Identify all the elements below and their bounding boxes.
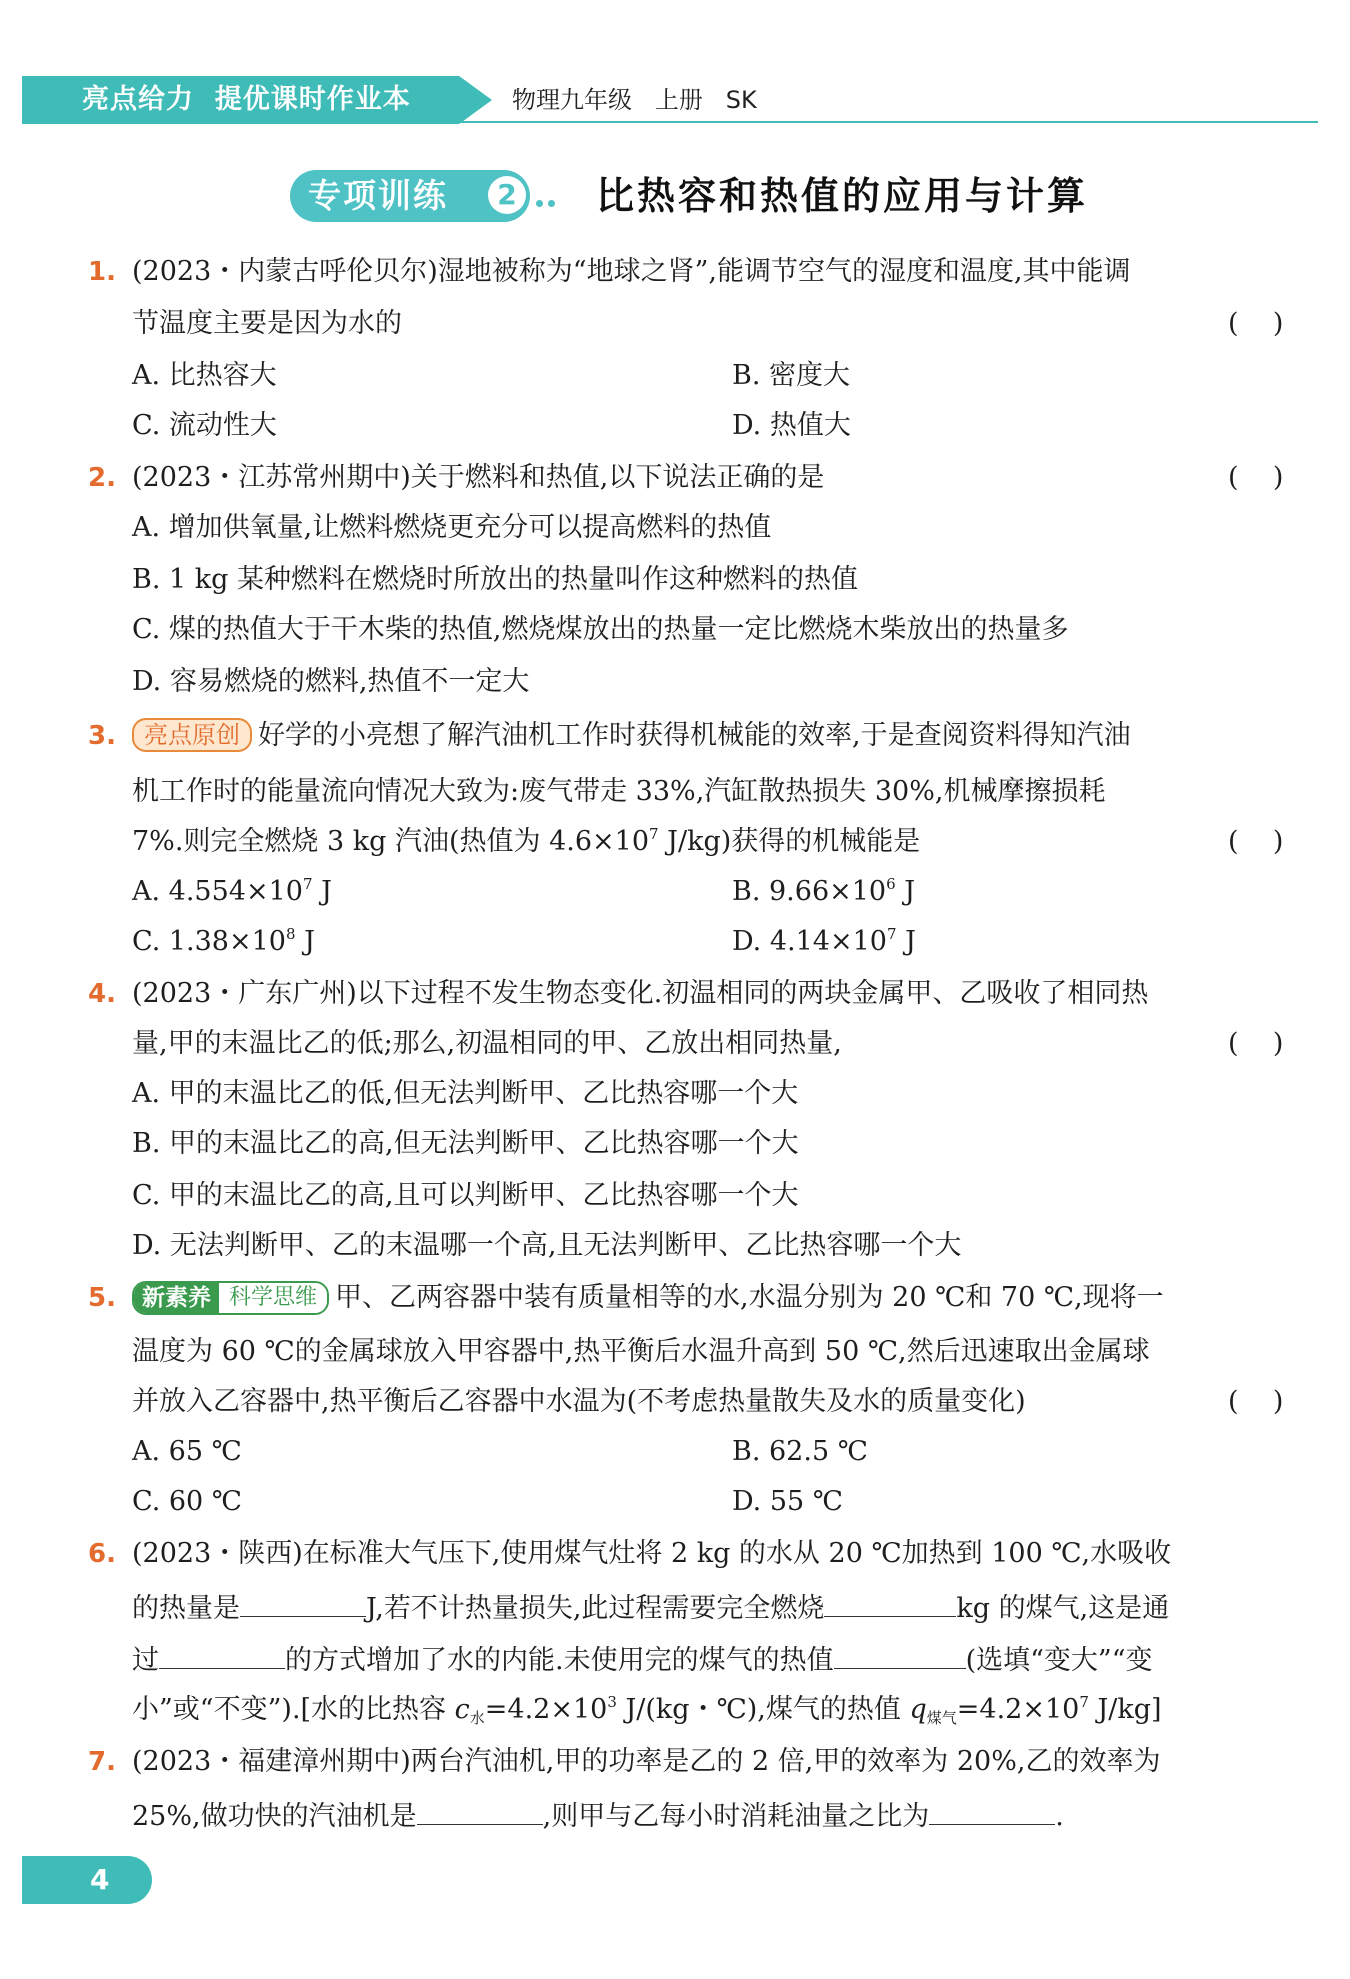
option-c: C. 甲的末温比乙的高,且可以判断甲、乙比热容哪一个大 xyxy=(132,1180,799,1211)
title-dots-decoration xyxy=(536,192,560,211)
question-1-line-2: 节温度主要是因为水的 xyxy=(132,308,402,339)
option-b: B. $9.66\times 10^6$ J xyxy=(732,875,916,907)
question-2-line-1: (2023・江苏常州期中)关于燃料和热值,以下说法正确的是 xyxy=(132,462,825,493)
question-1-line-1: (2023・内蒙古呼伦贝尔)湿地被称为“地球之肾”,能调节空气的湿度和温度,其中能调 xyxy=(132,256,1131,287)
question-5-line-1: 新素养 科学思维 甲、乙两容器中装有质量相等的水,水温分别为 20 ℃和 70 ℃,现将一 xyxy=(132,1280,1164,1316)
question-4-line-2: 量,甲的末温比乙的低;那么,初温相同的甲、乙放出相同热量, xyxy=(132,1028,842,1059)
title-section-label: 专项训练 xyxy=(308,176,448,215)
option-a: A. 65 ℃ xyxy=(132,1436,242,1467)
option-c: C. 煤的热值大于干木柴的热值,燃烧煤放出的热量一定比燃烧木柴放出的热量多 xyxy=(132,614,1069,645)
header-rule xyxy=(22,121,1318,123)
header-series-title: 亮点给力 提优课时作业本 xyxy=(82,84,411,115)
question-5-line-2: 温度为 60 ℃的金属球放入甲容器中,热平衡后水温升高到 50 ℃,然后迅速取出金属球 xyxy=(132,1336,1150,1367)
question-7-line-2: 25%,做功快的汽油机是 ,则甲与乙每小时消耗油量之比为 . xyxy=(132,1796,1064,1835)
option-d: D. 55 ℃ xyxy=(732,1486,843,1517)
original-badge: 亮点原创 xyxy=(132,718,252,752)
fill-blank[interactable] xyxy=(159,1640,285,1669)
fill-blank[interactable] xyxy=(929,1796,1055,1825)
option-d: D. 热值大 xyxy=(732,410,851,441)
answer-parentheses: ( ) xyxy=(1228,308,1284,339)
question-3-line-3: 7%.则完全燃烧 3 kg 汽油(热值为 $4.6\times 10^7$ J/kg)获得的机械能是 xyxy=(132,825,921,857)
answer-parentheses: ( ) xyxy=(1228,1028,1284,1059)
literacy-badge: 新素养 科学思维 xyxy=(132,1281,329,1315)
answer-parentheses: ( ) xyxy=(1228,826,1284,857)
fill-blank[interactable] xyxy=(834,1640,966,1669)
question-6-line-4: 小”或“不变”).[水的比热容 $c_水=4.2\times 10^3$ J/(kg・℃),煤气的热值 $q_{煤气}=4.2\times 10^7$ J/kg] xyxy=(132,1693,1162,1727)
option-d: D. 容易燃烧的燃料,热值不一定大 xyxy=(132,666,530,697)
fill-blank[interactable] xyxy=(417,1796,543,1825)
question-6-line-2: 的热量是 J,若不计热量损失,此过程需要完全燃烧 kg 的煤气,这是通 xyxy=(132,1588,1169,1627)
question-number: 4. xyxy=(88,979,116,1009)
page-number-tab xyxy=(22,1856,152,1904)
fill-blank[interactable] xyxy=(240,1588,366,1617)
option-c: C. 流动性大 xyxy=(132,410,277,441)
question-7-line-1: (2023・福建漳州期中)两台汽油机,甲的功率是乙的 2 倍,甲的效率为 20%,乙的效率为 xyxy=(132,1746,1161,1777)
option-a: A. 甲的末温比乙的低,但无法判断甲、乙比热容哪一个大 xyxy=(132,1078,799,1109)
page-number: 4 xyxy=(90,1863,110,1896)
question-number: 2. xyxy=(88,463,116,493)
question-6-line-3: 过 的方式增加了水的内能.未使用完的煤气的热值 (选填“变大”“变 xyxy=(132,1640,1153,1679)
question-number: 3. xyxy=(88,721,116,751)
answer-parentheses: ( ) xyxy=(1228,462,1284,493)
option-d: D. $4.14\times 10^7$ J xyxy=(732,925,916,957)
option-b: B. 62.5 ℃ xyxy=(732,1436,868,1467)
fill-blank[interactable] xyxy=(824,1588,956,1617)
option-c: C. 60 ℃ xyxy=(132,1486,243,1517)
option-b: B. 密度大 xyxy=(732,360,851,391)
option-b: B. 1 kg 某种燃料在燃烧时所放出的热量叫作这种燃料的热值 xyxy=(132,564,858,595)
question-3-line-2: 机工作时的能量流向情况大致为:废气带走 33%,汽缸散热损失 30%,机械摩擦损耗 xyxy=(132,776,1106,807)
title-section-number: 2 xyxy=(488,176,526,214)
option-b: B. 甲的末温比乙的高,但无法判断甲、乙比热容哪一个大 xyxy=(132,1128,799,1159)
option-a: A. 增加供氧量,让燃料燃烧更充分可以提高燃料的热值 xyxy=(132,512,772,543)
header-subject: 物理九年级 上册 SK xyxy=(512,86,757,114)
answer-parentheses: ( ) xyxy=(1228,1386,1284,1417)
option-c: C. $1.38\times 10^8$ J xyxy=(132,925,315,957)
question-number: 1. xyxy=(88,257,116,287)
option-a: A. 比热容大 xyxy=(132,360,277,391)
question-5-line-3: 并放入乙容器中,热平衡后乙容器中水温为(不考虑热量散失及水的质量变化) xyxy=(132,1386,1026,1417)
option-a: A. $4.554\times 10^7$ J xyxy=(132,875,332,907)
question-3-line-1: 亮点原创 好学的小亮想了解汽油机工作时获得机械能的效率,于是查阅资料得知汽油 xyxy=(132,718,1131,754)
question-number: 7. xyxy=(88,1747,116,1777)
question-number: 6. xyxy=(88,1539,116,1569)
question-6-line-1: (2023・陕西)在标准大气压下,使用煤气灶将 2 kg 的水从 20 ℃加热到 100 ℃,水吸收 xyxy=(132,1538,1172,1569)
question-number: 5. xyxy=(88,1283,116,1313)
page-title: 比热容和热值的应用与计算 xyxy=(596,174,1089,218)
option-d: D. 无法判断甲、乙的末温哪一个高,且无法判断甲、乙比热容哪一个大 xyxy=(132,1230,962,1261)
question-4-line-1: (2023・广东广州)以下过程不发生物态变化.初温相同的两块金属甲、乙吸收了相同热 xyxy=(132,978,1149,1009)
